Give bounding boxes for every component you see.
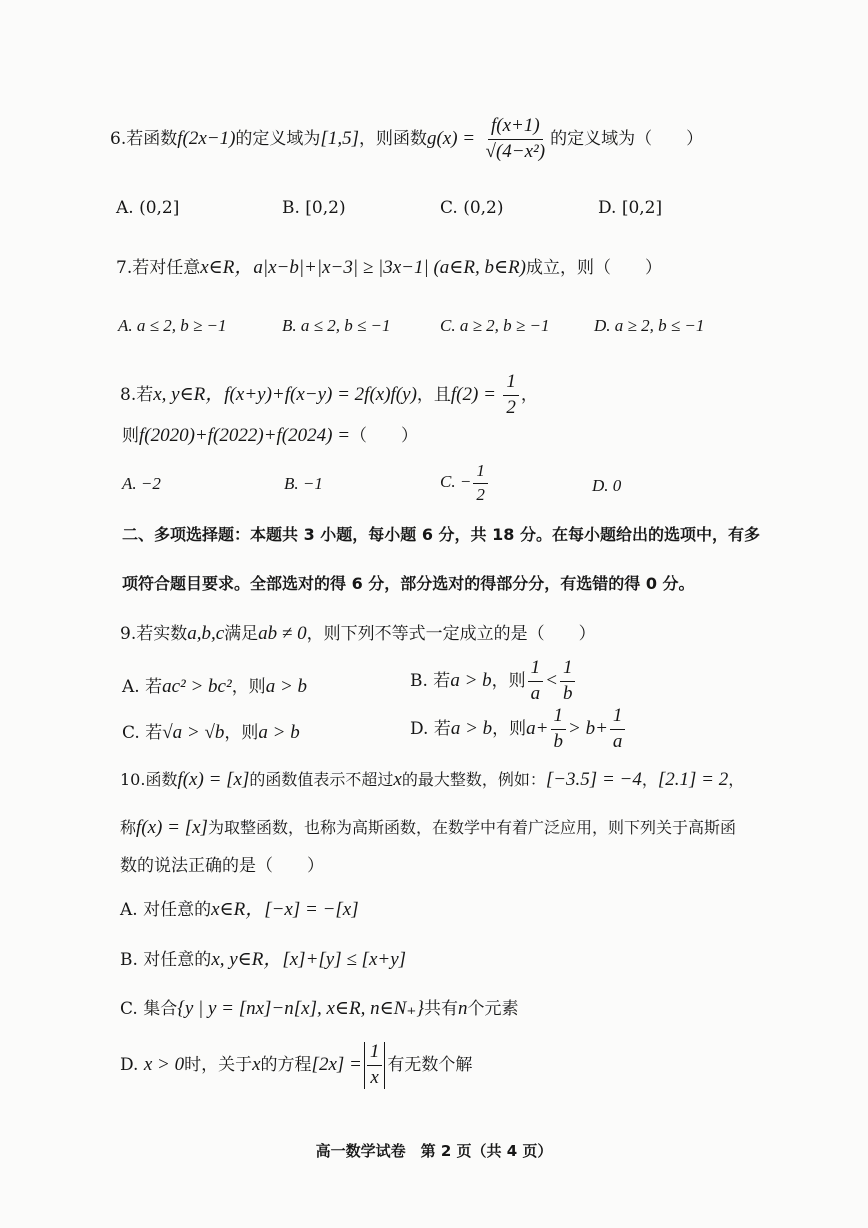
q8-option-a: A. −2 — [122, 474, 161, 493]
q9-option-c-cond: √a > √b — [162, 722, 225, 743]
q10-line1-expr: f(x) = [x] — [177, 769, 250, 790]
q9-option-a-cond: ac² > bc² — [162, 676, 232, 697]
q9-option-d — [410, 706, 627, 753]
q10-line1-pre: 10.函数 — [120, 770, 178, 789]
q10-option-d-mid: 时，关于 — [184, 1054, 253, 1075]
q10-example-2: [2.1] = 2 — [657, 769, 729, 790]
q9-option-a — [122, 672, 307, 698]
q10-option-d-eq-pre: 的方程 — [260, 1054, 312, 1075]
page-footer: 高一数学试卷 第 2 页（共 4 页） — [315, 1142, 553, 1160]
q9-option-b-mid: ，则 — [491, 670, 526, 691]
q9-option-d-cond: a > b — [450, 717, 493, 739]
q10-option-b — [120, 944, 406, 971]
q6-option-b: B. [0,2) — [282, 198, 346, 218]
q6-g-denominator: √(4−x²) — [485, 140, 546, 162]
q10-example-1: [−3.5] = −4 — [545, 769, 642, 790]
q7-stem-text: 7.若对任意 — [116, 258, 201, 278]
q10-line2-expr: f(x) = [x] — [136, 817, 208, 838]
q8-option-b: B. −1 — [284, 474, 323, 493]
q10-option-a-eq: [−x] = −[x] — [264, 899, 359, 920]
q8-option-c-fraction — [473, 462, 488, 504]
q10-line1-tail: 的最大整数，例如： — [401, 770, 546, 789]
q10-option-c-pre: C. 集合 — [120, 999, 178, 1019]
q8-and: ，且 — [416, 384, 451, 405]
q10-option-a — [120, 894, 359, 921]
q9-option-d-pre: D. 若 — [410, 718, 451, 739]
section2-line1: 二、多项选择题：本题共 3 小题，每小题 6 分，共 18 分。在每小题给出的选项中，有多 — [122, 525, 760, 544]
section2-line2: 项符合题目要求。全部选对的得 6 分，部分选对的得部分分，有选错的得 0 分。 — [122, 574, 695, 593]
q9-stem-text: 9.若实数 — [120, 624, 188, 644]
q8-vars: x, y∈R， — [153, 383, 225, 405]
q10-option-d-pre: D. — [120, 1054, 139, 1075]
q8-stem-text: 8.若 — [120, 384, 154, 405]
q9-vars: a,b,c — [187, 623, 225, 644]
q10-option-d-den: x — [370, 1066, 379, 1088]
q9-option-d-frac2 — [610, 706, 626, 753]
q9-option-b-lt: < — [545, 669, 558, 691]
q9-option-d-gt: > b+ — [568, 717, 608, 739]
q9-option-c-pre: C. 若 — [122, 723, 163, 743]
q7-cond: x∈R， — [200, 257, 254, 278]
q7-option-a: A. a ≤ 2, b ≥ −1 — [118, 316, 227, 335]
q10-option-d — [120, 1042, 472, 1089]
q9-option-a-mid: ，则 — [231, 677, 266, 697]
q9-tail: ，则下列不等式一定成立的是（ ） — [306, 624, 596, 644]
q6-domain: [1,5] — [320, 127, 359, 149]
q8-f2: f(2) = — [450, 383, 496, 405]
q8-line2-pre: 则 — [122, 426, 139, 446]
q9-option-b-frac2-den: b — [562, 682, 573, 704]
q10-option-b-eq: [x]+[y] ≤ [x+y] — [282, 949, 407, 970]
q8-stem — [120, 372, 538, 419]
q9-option-b-frac1-num: 1 — [528, 658, 544, 682]
q9-option-d-frac2-num: 1 — [610, 706, 626, 730]
q9-option-b-frac2 — [560, 658, 576, 705]
q9-option-c — [122, 718, 300, 744]
q9-option-b-cond: a > b — [450, 669, 492, 691]
q10-option-b-cond: x, y∈R， — [211, 949, 283, 970]
q9-option-b-frac1 — [528, 658, 544, 705]
q9-option-b-pre: B. 若 — [410, 670, 451, 691]
q7-inequality: a|x−b|+|x−3| ≥ |3x−1| (a∈R, b∈R) — [253, 257, 526, 278]
q10-option-c-end: 个元素 — [467, 999, 519, 1019]
q10-option-c-tail: 共有 — [423, 999, 458, 1019]
q6-tail: 的定义域为（ ） — [550, 128, 704, 149]
q10-option-d-cond: x > 0 — [143, 1053, 185, 1075]
q10-line1-mid: 的函数值表示不超过 — [249, 770, 394, 789]
q9-stem — [120, 624, 596, 643]
q6-g-expr: g(x) = — [426, 127, 476, 149]
q8-line2 — [122, 426, 418, 445]
q10-line2 — [120, 818, 736, 837]
q9-option-d-a: a+ — [526, 717, 549, 739]
q10-option-a-cond: x∈R， — [211, 899, 265, 920]
q10-line1-x: x — [393, 769, 402, 790]
q6-f-expr: f(2x−1) — [177, 127, 236, 149]
q10-option-b-pre: B. 对任意的 — [120, 950, 212, 970]
q10-line2-pre: 称 — [120, 818, 137, 837]
q10-line2-tail: 为取整函数，也称为高斯函数，在数学中有着广泛应用，则下列关于高斯函 — [207, 818, 736, 837]
q6-g-fraction — [483, 116, 549, 163]
q9-option-a-pre: A. 若 — [122, 677, 163, 697]
q8-option-c — [440, 462, 490, 504]
q9-mid: 满足 — [224, 624, 259, 644]
q6-g-numerator: f(x+1) — [488, 116, 543, 140]
q6-option-c: C. (0,2) — [440, 198, 504, 218]
q9-option-b-frac2-num: 1 — [560, 658, 576, 682]
q10-example-sep: ， — [641, 770, 658, 789]
q8-option-c-pre: C. − — [440, 472, 472, 492]
q6-option-a: A. (0,2] — [116, 198, 180, 218]
q8-half-numerator: 1 — [503, 372, 519, 396]
q9-option-d-frac2-den: a — [612, 730, 623, 752]
q7-option-c: C. a ≥ 2, b ≥ −1 — [440, 316, 550, 335]
q9-option-c-mid: ，则 — [224, 723, 259, 743]
q10-option-c — [120, 994, 518, 1020]
q9-option-d-frac1-den: b — [553, 730, 563, 752]
q8-half-denominator: 2 — [506, 396, 516, 418]
q10-line1 — [120, 770, 744, 789]
q7-tail: 成立，则（ ） — [525, 258, 662, 278]
q10-option-d-num: 1 — [367, 1042, 383, 1066]
q10-option-d-lhs: [2x] = — [311, 1053, 362, 1075]
q8-equation: f(x+y)+f(x−y) = 2f(x)f(y) — [224, 383, 417, 405]
q6-then-text: ，则函数 — [358, 128, 427, 149]
q8-sum: f(2020)+f(2022)+f(2024) = — [139, 425, 351, 446]
q6-stem — [110, 116, 703, 163]
q7-option-d: D. a ≥ 2, b ≤ −1 — [594, 316, 705, 335]
q10-option-a-pre: A. 对任意的 — [120, 900, 212, 920]
q10-option-d-fraction — [364, 1042, 386, 1089]
q8-option-c-numerator: 1 — [473, 462, 488, 484]
q9-option-b — [410, 658, 577, 705]
q9-option-c-result: a > b — [258, 722, 300, 743]
q8-comma: ， — [520, 384, 538, 405]
q10-line3: 数的说法正确的是（ ） — [120, 856, 324, 876]
q8-line2-tail: （ ） — [350, 426, 419, 446]
q8-option-c-denominator: 2 — [476, 484, 485, 504]
q10-option-c-set: {y | y = [nx]−n[x], x∈R, n∈N₊} — [177, 998, 424, 1019]
q6-stem-text: 6.若函数 — [110, 128, 178, 149]
q7-option-b: B. a ≤ 2, b ≤ −1 — [282, 316, 391, 335]
q9-option-d-mid: ，则 — [492, 718, 527, 739]
q7-stem — [116, 258, 662, 277]
q6-option-d: D. [0,2] — [598, 198, 663, 218]
q6-domain-text: 的定义域为 — [235, 128, 321, 149]
q10-option-d-tail: 有无数个解 — [387, 1054, 473, 1075]
q10-option-c-n: n — [457, 998, 468, 1019]
q8-option-d: D. 0 — [592, 476, 622, 495]
q9-option-d-frac1-num: 1 — [551, 706, 567, 730]
q9-cond: ab ≠ 0 — [258, 623, 307, 644]
q10-option-d-x: x — [252, 1053, 261, 1075]
q9-option-b-frac1-den: a — [530, 682, 541, 704]
q9-option-a-result: a > b — [265, 676, 308, 697]
q9-option-d-frac1 — [551, 706, 567, 753]
q8-half-fraction — [503, 372, 519, 419]
q10-example-end: ， — [728, 770, 745, 789]
